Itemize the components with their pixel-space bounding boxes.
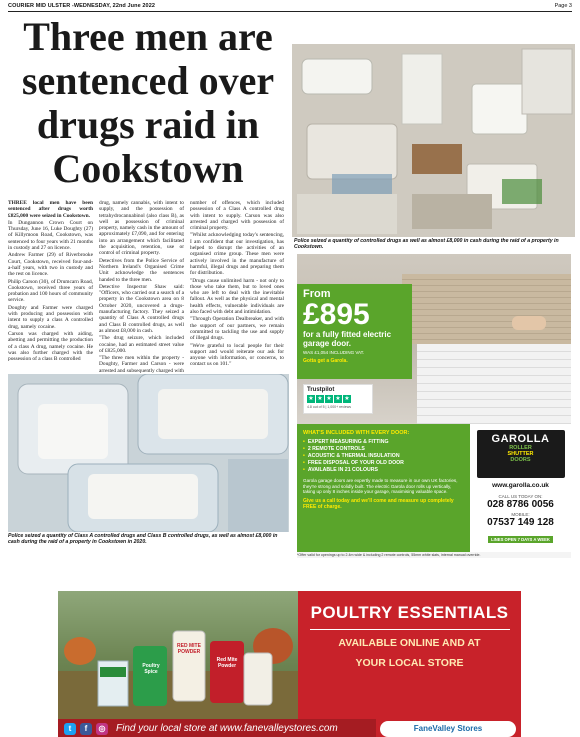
price-value: £895 (303, 298, 370, 331)
price-from: From (303, 288, 331, 300)
phone-number[interactable]: 028 8786 0056 (487, 499, 554, 510)
photo-caption-top: Police seized a quantity of controlled drugs as well as almost £8,000 in cash during the raid of a property in Cookstown. (294, 238, 559, 251)
page-number: Page 3 (554, 3, 572, 9)
feature-item (303, 453, 464, 460)
brick-wall (402, 274, 571, 344)
call-us-label: CALL US TODAY ON: (498, 494, 543, 499)
poultry-products-illustration (58, 591, 298, 719)
article-column-1 (8, 200, 93, 363)
drugs-seizure-photo-top (292, 44, 575, 237)
feature-label: 2 REMOTE CONTROLS (307, 446, 365, 452)
price-box (297, 284, 412, 379)
instagram-icon[interactable]: ◎ (96, 723, 108, 735)
trustpilot-note: 4.8 out of 5 | 1,000+ reviews (307, 405, 352, 409)
feature-label: ACOUSTIC & THERMAL INSULATION (307, 453, 400, 459)
mobile-number[interactable]: 07537 149 128 (487, 517, 554, 528)
article-column-3 (190, 200, 284, 369)
bullet-icon: • (303, 453, 305, 459)
feature-item (303, 460, 464, 467)
store-locator-text[interactable]: Find your local store at www.fanevalleystores.com (116, 723, 338, 734)
lines-open-badge: LINES OPEN 7 DAYS A WEEK (488, 536, 553, 543)
feature-item (303, 446, 464, 453)
website-link[interactable]: www.garolla.co.uk (492, 482, 549, 489)
trustpilot-title: Trustpilot (307, 387, 335, 393)
photo-caption-bottom: Police seized a quantity of Class A controlled drugs and Class B controlled drugs, as well as almost £8,000 in cash during the raid of a property in Cookstown in 2020. (8, 533, 278, 546)
article-paragraph: Andrew Farmer (29) of Riverbrooke Court, Cookstown, received four-and-a-half years, with two in custody and the rest on licence. (8, 252, 93, 278)
bullet-icon: • (303, 439, 305, 445)
title-divider (310, 629, 510, 630)
article-paragraph: number of offences, which included possession of a Class A controlled drug with intent to supply. Carson was also arrested and charged with possession of criminal property. (190, 200, 284, 232)
article-paragraph: Philip Carson (30), of Drumcarn Road, Cookstown, received three years of probation and 100 hours of community service. (8, 278, 93, 304)
article-paragraph: "The three men within the property - Doughty, Farmer and Carson - were arrested and subsequently charged with (99, 355, 184, 374)
masthead-left: COURIER MID ULSTER -WEDNESDAY, 22nd June 2022 (8, 3, 156, 9)
price-was: WAS £1,054 INCLUDING VAT. (303, 350, 365, 355)
article-paragraph: THREE local men have been sentenced after drugs worth £825,000 were seized in Cookstown. (8, 200, 93, 219)
fane-valley-logo: FaneValley Stores (380, 721, 516, 737)
star-icon: ★ (326, 396, 332, 402)
brand-sub-2: SHUTTER (507, 451, 534, 457)
ad-call-text: Give us a call today and we'll come and measure up completely FREE of charge. (303, 497, 454, 510)
ad-features-panel (297, 424, 470, 552)
star-icon: ★ (317, 396, 323, 402)
garage-door-advert[interactable] (297, 254, 571, 558)
included-title: WHAT'S INCLUDED WITH EVERY DOOR: (303, 430, 410, 436)
trustpilot-stars (307, 395, 369, 403)
remote-hand-image (512, 316, 546, 330)
offer-terms: *Offer valid for openings up to 2.4m wide & including 2 remote controls, 55mm white slats, internal manual override. (297, 553, 481, 557)
article-paragraph: drug, namely cannabis, with intent to supply, and the possession of tetrahydrocannabinol (also class B), as well as possession of criminal property, namely cash in the amount of approximately £7,090, and for entering into an arrangement which facilitated the acquisition, retention, use or control of criminal property. (99, 200, 184, 257)
garage-door-image (417, 344, 571, 424)
feature-item (303, 467, 464, 474)
article-paragraph: "We're grateful to local people for their support and would reiterate our ask for anyone with information, or concerns, to contact us on 101." (190, 342, 284, 368)
availability-line-1: AVAILABLE ONLINE AND AT (338, 637, 481, 649)
ad-contact-panel (470, 424, 571, 552)
mobile-label: MOBILE: (511, 512, 530, 517)
product-label-2: RED MITE POWDER (177, 643, 201, 655)
trustpilot-badge (303, 384, 373, 414)
brand-sub-3: DOORS (510, 457, 531, 463)
poultry-products-image (58, 591, 298, 719)
feature-label: FREE DISPOSAL OF YOUR OLD DOOR (307, 460, 404, 466)
article-paragraph: "Through Operation Dealbreaker, and with the support of our partners, we remain committed to tackling the use and supply of illegal drugs. (190, 316, 284, 342)
article-paragraph: "The drug seizure, which included cocaine, had an estimated street value of £825,000. (99, 335, 184, 354)
star-icon: ★ (335, 396, 341, 402)
brand-name: GAROLLA (491, 433, 550, 445)
article-paragraph: Detectives from the Police Service of Northern Ireland's Organised Crime Unit acknowledge the sentences handed to the three men. (99, 257, 184, 283)
article-paragraph: Doughty and Farmer were charged with producing and possession with intent to supply a class A controlled drug, namely cocaine. (8, 304, 93, 330)
star-icon: ★ (344, 396, 350, 402)
article-paragraph: "Drugs cause unlimited harm - not only to those who take them, but to loved ones who are left to deal with the inevitable fallout. As well as the physical and mental health effects, vulnerable individuals are also faced with debt and intimidation. (190, 277, 284, 316)
availability-line-2: YOUR LOCAL STORE (355, 657, 464, 669)
feature-item (303, 439, 464, 446)
poultry-text-panel (298, 591, 521, 719)
feature-label: EXPERT MEASURING & FITTING (307, 439, 389, 445)
feature-label: AVAILABLE IN 21 COLOURS (307, 467, 378, 473)
article-column-2 (99, 200, 184, 381)
bullet-icon: • (303, 467, 305, 473)
poultry-title: POULTRY ESSENTIALS (310, 603, 509, 622)
product-label-3: Red Mite Powder (216, 657, 238, 669)
article-paragraph: Carson was charged with aiding, abetting and permitting the production of a class A drug, namely cocaine. He was also further charged with the possession of a class B controlled (8, 330, 93, 363)
article-paragraph: "Whilst acknowledging today's sentencing, I am confident that our investigation, has helped to disrupt the activities of an organised crime group. These men were actively involved in the manufacture of harmful, illegal drugs and preparing them for distribution. (190, 232, 284, 277)
article-paragraph: Detective Inspector Shaw said: "Officers, who carried out a search of a property in the Cookstown area on 8 October 2020, uncovered a drugs-manufacturing factory. They seized a quantity of Class A controlled drugs and Class B controlled drugs, as well as almost £8,000 in cash. (99, 283, 184, 334)
feature-list (303, 439, 464, 474)
drugs-photo-bottom-illustration (8, 374, 289, 532)
bullet-icon: • (303, 460, 305, 466)
headline: Three men are sentenced over drugs raid in Cookstown (21, 14, 275, 191)
header-rule (8, 11, 572, 12)
product-label-1: Poultry Spice (142, 663, 160, 675)
drugs-seizure-photo-bottom (8, 374, 289, 532)
bullet-icon: • (303, 446, 305, 452)
garolla-logo (477, 430, 565, 478)
price-description: for a fully fitted electric garage door. (303, 330, 392, 348)
brand-sub-1: ROLLER (509, 445, 532, 451)
ad-description: Garola garage doors are expertly made to measure in our own UK factories, they're strong and solidly built. The electric Garola door rolls up vertically, taking up only 8 inches inside your garage, maximising valuable space. (303, 478, 458, 495)
poultry-banner-advert[interactable] (58, 591, 521, 737)
banner-footer (58, 719, 521, 737)
price-cta: Gotta get a Garola. (303, 358, 348, 364)
article-paragraph: In Dungannon Crown Court on Thursday, June 16, Luke Doughty (27) of Killymoon Road, Cookstown, was sentenced to four years with 21 months in custody and 27 on licence. (8, 219, 93, 252)
facebook-icon[interactable]: f (80, 723, 92, 735)
drugs-photo-top-illustration (292, 44, 575, 237)
twitter-icon[interactable]: t (64, 723, 76, 735)
star-icon: ★ (308, 396, 314, 402)
